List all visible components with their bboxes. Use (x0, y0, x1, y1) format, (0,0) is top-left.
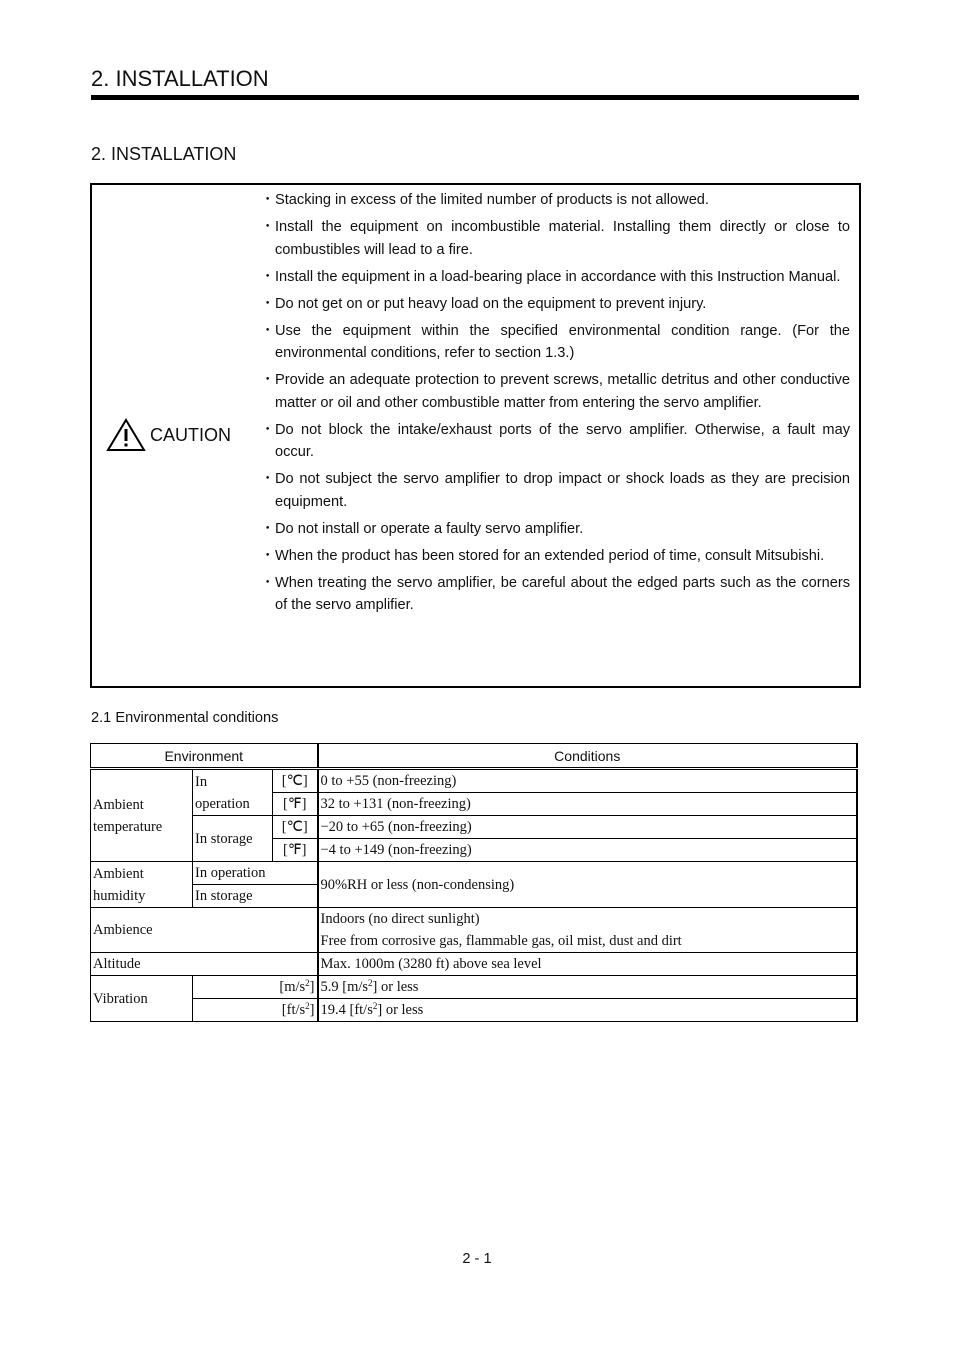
bullet-icon: ･ (264, 574, 272, 591)
environment-table (90, 743, 858, 1022)
condition-cell (318, 908, 858, 953)
caution-item-text: Install the equipment in a load-bearing place in accordance with this Instruction Manual. (275, 268, 841, 285)
ambience-label: Ambience (91, 908, 318, 953)
caution-item-text: Do not install or operate a faulty servo amplifier. (275, 520, 584, 537)
label-line: humidity (93, 887, 146, 904)
label-line: temperature (93, 818, 163, 835)
unit-celsius: [℃] (273, 816, 318, 839)
bullet-icon: ･ (264, 372, 272, 388)
subsection-title: 2.1 Environmental conditions (91, 710, 279, 726)
condition-cell: Max. 1000m (3280 ft) above sea level (318, 953, 858, 976)
condition-cell: 0 to +55 (non-freezing) (318, 769, 858, 793)
caution-item (264, 189, 850, 212)
bullet-icon: ･ (264, 520, 272, 537)
label-line: Ambient (93, 796, 144, 813)
condition-cell: 32 to +131 (non-freezing) (318, 793, 858, 816)
bullet-icon: ･ (264, 421, 272, 438)
table-row (91, 953, 858, 976)
caution-item (264, 266, 850, 289)
caution-item-text: Use the equipment within the specified environmental condition range. (For the environmental conditions, refer to section 1.3.) (275, 322, 850, 361)
bullet-icon: ･ (264, 219, 272, 235)
condition-cell: 19.4 $[ft/s^2]$ or less (318, 999, 858, 1022)
caution-item-text: Stacking in excess of the limited number of products is not allowed. (275, 192, 709, 208)
header-environment: Environment (91, 744, 318, 769)
bullet-icon: ･ (264, 192, 272, 208)
running-header (91, 64, 859, 100)
caution-item-text: When treating the servo amplifier, be careful about the edged parts such as the corners of the servo amplifier. (275, 574, 850, 613)
caution-item (264, 572, 850, 617)
condition-cell: −20 to +65 (non-freezing) (318, 816, 858, 839)
caution-item-text: Install the equipment on incombustible material. Installing them directly or close to combustibles will lead to a fire. (275, 219, 850, 258)
unit-ft-s2: $[ft/s^2]$ (193, 999, 318, 1022)
condition-line: Indoors (no direct sunlight) (320, 911, 480, 927)
caution-item (264, 419, 850, 464)
caution-box (90, 183, 861, 688)
caution-item-text: Do not block the intake/exhaust ports of the servo amplifier. Otherwise, a fault may occur. (275, 421, 850, 460)
table-row (91, 769, 858, 793)
ambient-humidity-label (91, 862, 193, 908)
in-operation-label: In operation (193, 862, 318, 885)
running-header-title: 2. INSTALLATION (91, 66, 269, 91)
ambient-temperature-label (91, 769, 193, 862)
unit-fahrenheit: [℉] (273, 839, 318, 862)
label-line: In (195, 773, 208, 790)
caution-item-text: When the product has been stored for an extended period of time, consult Mitsubishi. (275, 547, 825, 564)
page-number: 2 - 1 (462, 1251, 492, 1267)
condition-cell: 90%RH or less (non-condensing) (318, 862, 858, 908)
unit-celsius: [℃] (273, 769, 318, 793)
caution-item (264, 293, 850, 316)
unit-m-s2: $[m/s^2]$ (193, 976, 318, 999)
table-row (91, 816, 858, 839)
caution-item (264, 468, 850, 513)
caution-item (264, 518, 850, 541)
label-line: operation (195, 795, 250, 812)
header-conditions: Conditions (318, 744, 858, 769)
table-row (91, 999, 858, 1022)
caution-text: CAUTION (150, 424, 231, 445)
header-rule (91, 95, 859, 100)
bullet-icon: ･ (264, 547, 272, 564)
condition-cell: 5.9 $[m/s^2]$ or less (318, 976, 858, 999)
table-row (91, 908, 858, 953)
unit-fahrenheit: [℉] (273, 793, 318, 816)
in-storage-label: In storage (193, 885, 318, 908)
bullet-icon: ･ (264, 295, 272, 312)
caution-item-text: Do not get on or put heavy load on the equipment to prevent injury. (275, 295, 707, 312)
caution-item (264, 369, 850, 414)
altitude-label: Altitude (91, 953, 318, 976)
condition-line: Free from corrosive gas, flammable gas, oil mist, dust and dirt (320, 933, 682, 949)
in-operation-label (193, 769, 273, 816)
condition-cell: −4 to +149 (non-freezing) (318, 839, 858, 862)
bullet-icon: ･ (264, 268, 272, 285)
table-row (91, 862, 858, 885)
in-storage-label: In storage (193, 816, 273, 862)
table-row (91, 976, 858, 999)
bullet-icon: ･ (264, 322, 272, 339)
caution-item (264, 545, 850, 568)
caution-item-text: Provide an adequate protection to prevent screws, metallic detritus and other conductive matter or oil and other combustible matter from entering the servo amplifier. (275, 372, 850, 411)
caution-label (106, 418, 231, 452)
caution-item (264, 320, 850, 365)
caution-list (264, 189, 850, 621)
section-title: 2. INSTALLATION (91, 144, 237, 164)
caution-item-text: Do not subject the servo amplifier to drop impact or shock loads as they are precision equipment. (275, 471, 850, 510)
vibration-label: Vibration (91, 976, 193, 1022)
caution-item (264, 216, 850, 261)
bullet-icon: ･ (264, 471, 272, 487)
warning-triangle-icon (106, 418, 146, 452)
label-line: Ambient (93, 865, 144, 882)
table-header-row (91, 744, 858, 769)
